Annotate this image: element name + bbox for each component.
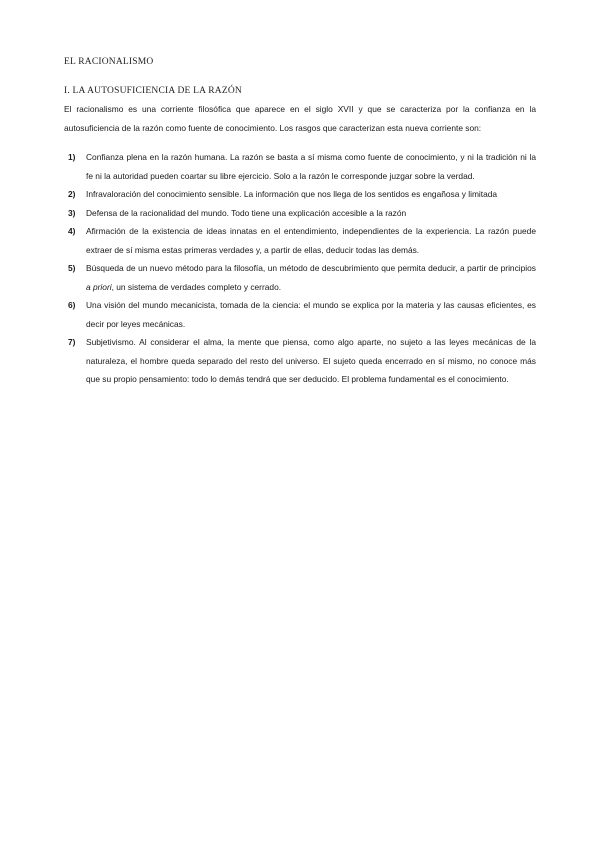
list-item-number: 1) xyxy=(68,152,76,162)
list-item xyxy=(68,333,536,389)
intro-paragraph: El racionalismo es una corriente filosófica que aparece en el siglo XVII y que se caracteriza por la confianza en la autosuficiencia de la razón como fuente de conocimiento. Los rasgos que caracterizan esta nueva corriente son: xyxy=(64,104,536,133)
list-item-number: 6) xyxy=(68,300,76,310)
list-item-text: Confianza plena en la razón humana. La razón se basta a sí misma como fuente de conocimiento, y ni la tradición ni la fe ni la autoridad pueden coartar su libre ejercicio. Solo a la razón le corresponde juzgar sobre la verdad. xyxy=(86,152,536,181)
list-item-text: Subjetivismo. Al considerar el alma, la mente que piensa, como algo aparte, no sujeto a las leyes mecánicas de la naturaleza, el hombre queda separado del resto del universo. El sujeto queda encerrado en sí mismo, no conoce más que su propio pensamiento: todo lo demás tendrá que ser deducido. El problema fundamental es el conocimiento. xyxy=(86,337,536,384)
list-item xyxy=(68,148,536,185)
list-item-number: 3) xyxy=(68,207,76,218)
list-item xyxy=(68,296,536,333)
list-item-number: 4) xyxy=(68,226,76,236)
list-item xyxy=(68,185,536,204)
list-item-text: Defensa de la racionalidad del mundo. Todo tiene una explicación accesible a la razón xyxy=(86,207,407,218)
list-item xyxy=(68,259,536,296)
list-item-text: Una visión del mundo mecanicista, tomada de la ciencia: el mundo se explica por la materia y las causas eficientes, es decir por leyes mecánicas. xyxy=(86,300,536,329)
list-item-text-italic: a priori xyxy=(86,281,112,292)
list-item-number: 2) xyxy=(68,189,76,199)
list-item-number: 5) xyxy=(68,263,76,273)
list-item-number: 7) xyxy=(68,337,76,347)
list-item-text-before: Búsqueda de un nuevo método para la filosofía, un método de descubrimiento que permita deducir, a partir de principios xyxy=(86,263,536,273)
list-item-text: Infravaloración del conocimiento sensible. La información que nos llega de los sentidos es engañosa y limitada xyxy=(86,189,498,199)
list-item xyxy=(68,222,536,259)
list-item xyxy=(68,204,536,223)
list-item-text-after: , un sistema de verdades completo y cerrado. xyxy=(111,281,282,292)
list-item-text: Afirmación de la existencia de ideas innatas en el entendimiento, independientes de la experiencia. La razón puede extraer de sí misma estas primeras verdades y, a partir de ellas, deducir todas las demás. xyxy=(86,226,536,255)
document-title: EL RACIONALISMO xyxy=(64,57,154,67)
characteristics-list xyxy=(68,148,536,389)
section-title: I. LA AUTOSUFICIENCIA DE LA RAZÓN xyxy=(64,86,242,96)
